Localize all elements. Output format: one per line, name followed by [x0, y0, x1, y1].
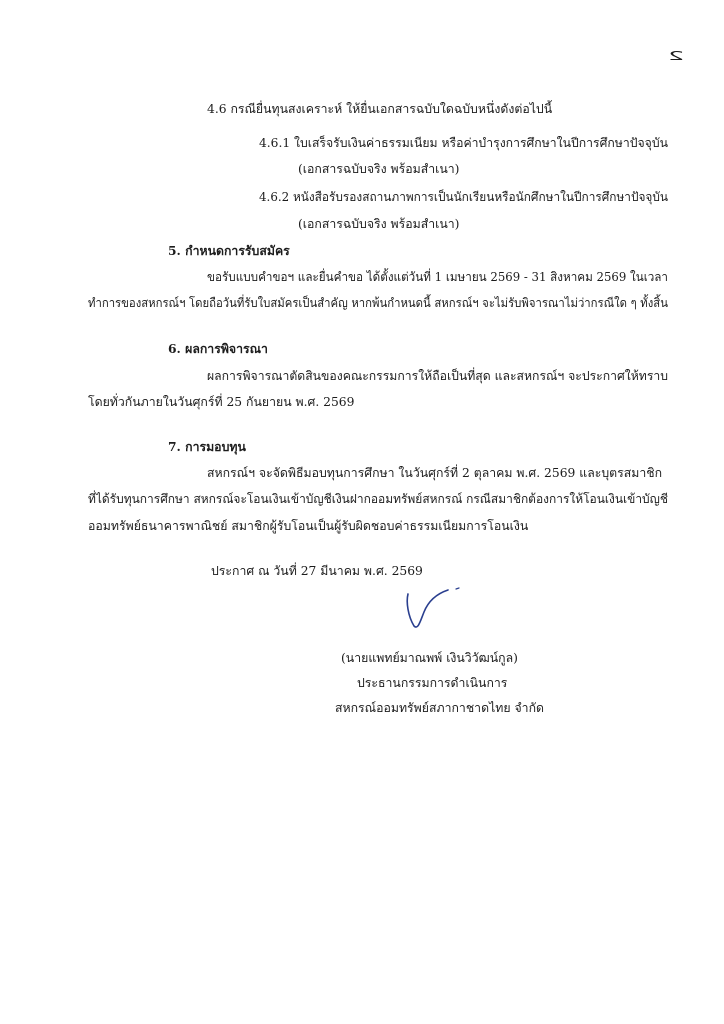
section-4-6-title: 4.6 กรณียื่นทุนสงเคราะห์ ให้ยื่นเอกสารฉบับใดฉบับหนึ่งดังต่อไปนี้	[207, 102, 553, 116]
signatory-title: ประธานกรรมการดำเนินการ	[357, 676, 508, 690]
section-6-heading: 6. ผลการพิจารณา	[168, 341, 268, 356]
section-5-heading: 5. กำหนดการรับสมัคร	[168, 243, 290, 258]
section-4-6-1-line1: 4.6.1 ใบเสร็จรับเงินค่าธรรมเนียม หรือค่าบำรุงการศึกษาในปีการศึกษาปัจจุบัน	[259, 136, 668, 150]
page-number: 2	[667, 49, 684, 63]
signatory-organization: สหกรณ์ออมทรัพย์สภากาชาดไทย จำกัด	[335, 701, 545, 715]
signature-mark	[398, 586, 478, 632]
section-7-line1: สหกรณ์ฯ จะจัดพิธีมอบทุนการศึกษา ในวันศุกร์ที่ 2 ตุลาคม พ.ศ. 2569 และบุตรสมาชิก	[207, 466, 663, 480]
section-4-6-2-line1: 4.6.2 หนังสือรับรองสถานภาพการเป็นนักเรียนหรือนักศึกษาในปีการศึกษาปัจจุบัน	[259, 190, 669, 204]
section-5-line1: ขอรับแบบคำขอฯ และยื่นคำขอ ได้ตั้งแต่วันที่ 1 เมษายน 2569 - 31 สิงหาคม 2569 ในเวลา	[207, 270, 669, 284]
section-4-6-2-line2: (เอกสารฉบับจริง พร้อมสำเนา)	[298, 217, 460, 231]
section-5-line2: ทำการของสหกรณ์ฯ โดยถือวันที่รับใบสมัครเป็นสำคัญ หากพ้นกำหนดนี้ สหกรณ์ฯ จะไม่รับพิจารณาไม่ว่ากรณีใด ๆ ทั้งสิ้น	[88, 296, 668, 310]
section-7-heading: 7. การมอบทุน	[168, 439, 246, 454]
section-4-6-1-line2: (เอกสารฉบับจริง พร้อมสำเนา)	[298, 162, 460, 176]
section-7-line2: ที่ได้รับทุนการศึกษา สหกรณ์จะโอนเงินเข้าบัญชีเงินฝากออมทรัพย์สหกรณ์ กรณีสมาชิกต้องการให้โอนเงินเข้าบัญชี	[88, 492, 668, 506]
signatory-name: (นายแพทย์มาณพพ์ เงินวิวัฒน์กูล)	[341, 651, 518, 665]
section-7-line3: ออมทรัพย์ธนาคารพาณิชย์ สมาชิกผู้รับโอนเป็นผู้รับผิดชอบค่าธรรมเนียมการโอนเงิน	[88, 519, 529, 533]
section-6-line2: โดยทั่วกันภายในวันศุกร์ที่ 25 กันยายน พ.ศ. 2569	[88, 395, 355, 409]
announcement-date: ประกาศ ณ วันที่ 27 มีนาคม พ.ศ. 2569	[211, 564, 423, 578]
section-6-line1: ผลการพิจารณาตัดสินของคณะกรรมการให้ถือเป็นที่สุด และสหกรณ์ฯ จะประกาศให้ทราบ	[207, 369, 669, 383]
